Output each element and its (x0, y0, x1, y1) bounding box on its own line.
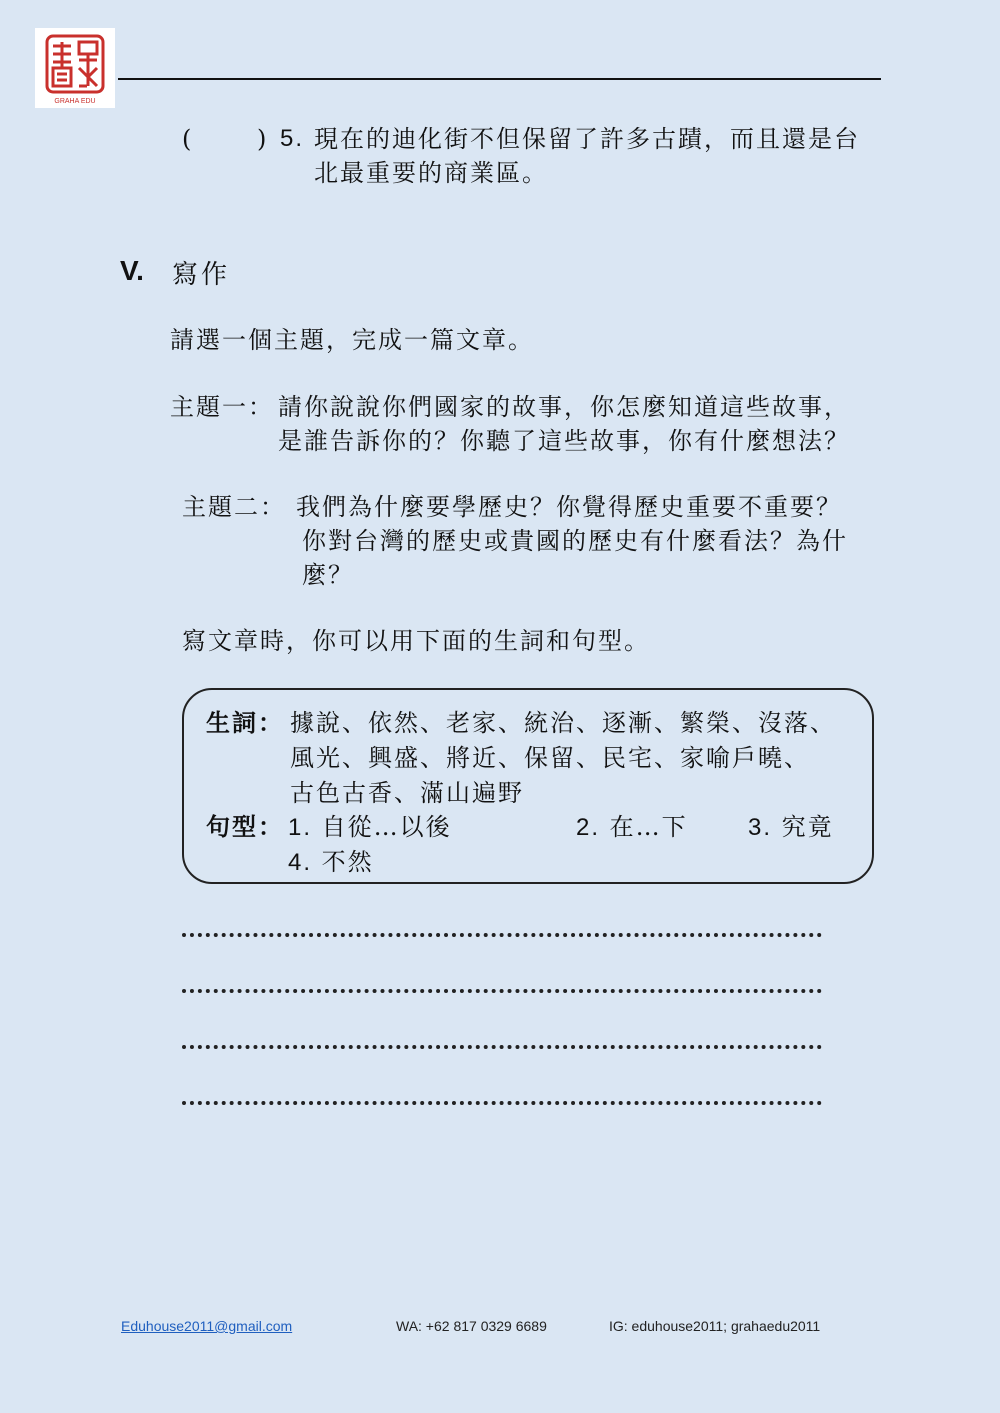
footer-email-link[interactable]: Eduhouse2011@gmail.com (121, 1318, 293, 1334)
topic2-line2: 你對台灣的歷史或貴國的歷史有什麼看法？為什 (302, 527, 848, 555)
topic1-line2: 是誰告訴你的？你聽了這些故事，你有什麼想法？ (278, 427, 850, 455)
question-text-line2: 北最重要的商業區。 (314, 159, 548, 187)
writing-line[interactable] (182, 989, 822, 993)
pattern-item: 2. 在…下 (576, 813, 688, 841)
svg-text:GRAHA EDU: GRAHA EDU (54, 98, 96, 105)
question-text-line1: 現在的迪化街不但保留了許多古蹟，而且還是台 (314, 125, 860, 153)
section-number: V. (120, 255, 144, 286)
seal-logo-icon (35, 28, 115, 108)
writing-line[interactable] (182, 933, 822, 937)
instruction: 請選一個主題，完成一篇文章。 (170, 326, 534, 354)
pattern-item: 1. 自從…以後 (288, 813, 452, 841)
question-number: 5. (280, 125, 305, 152)
footer-whatsapp: WA: +62 817 0329 6689 (396, 1318, 547, 1334)
answer-paren-open: ( (182, 125, 194, 153)
pattern-item: 4. 不然 (288, 848, 374, 876)
writing-line[interactable] (182, 1045, 822, 1049)
vocab-line2: 風光、興盛、將近、保留、民宅、家喻戶曉、 (290, 744, 810, 772)
vocab-line3: 古色古香、滿山遍野 (290, 779, 524, 807)
header-rule (118, 78, 881, 80)
vocab-label: 生詞： (206, 708, 284, 737)
topic2-label: 主題二： (182, 493, 286, 521)
section-title: 寫作 (172, 260, 231, 290)
topic2-line1: 我們為什麼要學歷史？你覺得歷史重要不重要？ (296, 493, 842, 521)
pattern-item: 3. 究竟 (748, 813, 834, 841)
topic1-label: 主題一： (170, 393, 274, 421)
answer-paren-close: ) (257, 125, 269, 153)
pattern-label: 句型： (206, 812, 284, 841)
hint: 寫文章時，你可以用下面的生詞和句型。 (182, 627, 650, 655)
footer-instagram: IG: eduhouse2011; grahaedu2011 (609, 1318, 821, 1334)
topic2-line3: 麼？ (302, 561, 354, 589)
vocab-line1: 據說、依然、老家、統治、逐漸、繁榮、沒落、 (290, 709, 836, 737)
writing-line[interactable] (182, 1101, 822, 1105)
topic1-line1: 請你說說你們國家的故事，你怎麼知道這些故事， (278, 393, 850, 421)
logo (35, 28, 115, 108)
